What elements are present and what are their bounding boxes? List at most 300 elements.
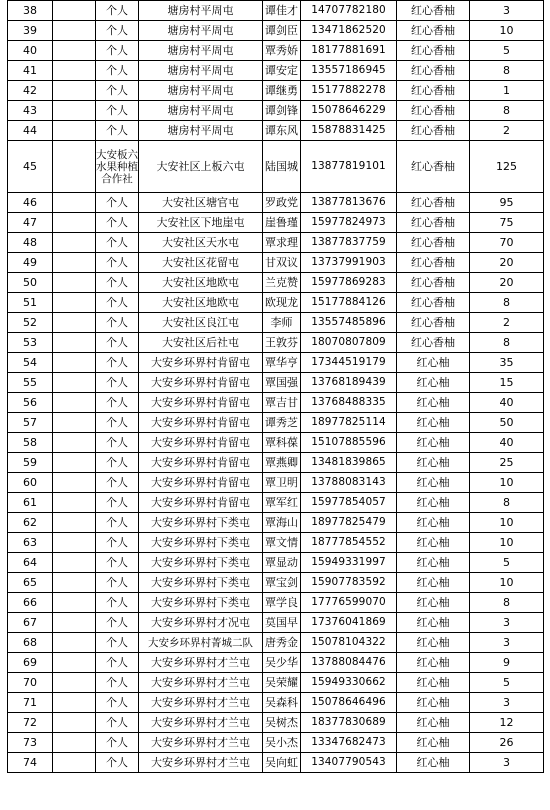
variety-cell: 红心柚 bbox=[397, 733, 470, 753]
phone-cell: 18070807809 bbox=[301, 333, 397, 353]
grower-name-cell: 吴小杰 bbox=[263, 733, 301, 753]
applicant-type-cell: 个人 bbox=[96, 573, 139, 593]
quantity-cell: 8 bbox=[470, 61, 544, 81]
phone-cell: 13877813676 bbox=[301, 193, 397, 213]
variety-cell: 红心柚 bbox=[397, 653, 470, 673]
grower-name-cell: 覃吉甘 bbox=[263, 393, 301, 413]
blank-cell bbox=[53, 413, 96, 433]
quantity-cell: 8 bbox=[470, 333, 544, 353]
phone-cell: 13768488335 bbox=[301, 393, 397, 413]
variety-cell: 红心柚 bbox=[397, 673, 470, 693]
row-number-cell: 56 bbox=[8, 393, 53, 413]
address-cell: 大安乡环界村肯留屯 bbox=[139, 453, 263, 473]
blank-cell bbox=[53, 673, 96, 693]
blank-cell bbox=[53, 81, 96, 101]
variety-cell: 红心香柚 bbox=[397, 21, 470, 41]
quantity-cell: 95 bbox=[470, 193, 544, 213]
quantity-cell: 40 bbox=[470, 393, 544, 413]
grower-name-cell: 李师 bbox=[263, 313, 301, 333]
blank-cell bbox=[53, 193, 96, 213]
variety-cell: 红心香柚 bbox=[397, 313, 470, 333]
phone-cell: 17344519179 bbox=[301, 353, 397, 373]
grower-name-cell: 莫国早 bbox=[263, 613, 301, 633]
blank-cell bbox=[53, 613, 96, 633]
table-row bbox=[8, 653, 544, 673]
address-cell: 大安乡环界村菁城二队 bbox=[139, 633, 263, 653]
quantity-cell: 5 bbox=[470, 673, 544, 693]
table-row bbox=[8, 413, 544, 433]
blank-cell bbox=[53, 1, 96, 21]
blank-cell bbox=[53, 141, 96, 193]
row-number-cell: 62 bbox=[8, 513, 53, 533]
blank-cell bbox=[53, 733, 96, 753]
row-number-cell: 49 bbox=[8, 253, 53, 273]
applicant-type-cell: 个人 bbox=[96, 333, 139, 353]
grower-name-cell: 甘双议 bbox=[263, 253, 301, 273]
variety-cell: 红心柚 bbox=[397, 413, 470, 433]
phone-cell: 13768189439 bbox=[301, 373, 397, 393]
table-row bbox=[8, 81, 544, 101]
table-row bbox=[8, 61, 544, 81]
variety-cell: 红心柚 bbox=[397, 493, 470, 513]
blank-cell bbox=[53, 573, 96, 593]
table-row bbox=[8, 733, 544, 753]
table-row bbox=[8, 493, 544, 513]
phone-cell: 13557186945 bbox=[301, 61, 397, 81]
applicant-type-cell: 个人 bbox=[96, 273, 139, 293]
applicant-type-cell: 个人 bbox=[96, 41, 139, 61]
applicant-type-cell: 个人 bbox=[96, 473, 139, 493]
blank-cell bbox=[53, 713, 96, 733]
grower-name-cell: 吴森科 bbox=[263, 693, 301, 713]
table-row bbox=[8, 473, 544, 493]
variety-cell: 红心柚 bbox=[397, 713, 470, 733]
address-cell: 大安乡环界村肯留屯 bbox=[139, 393, 263, 413]
phone-cell: 15977824973 bbox=[301, 213, 397, 233]
applicant-type-cell: 个人 bbox=[96, 653, 139, 673]
variety-cell: 红心香柚 bbox=[397, 253, 470, 273]
blank-cell bbox=[53, 493, 96, 513]
address-cell: 大安乡环界村肯留屯 bbox=[139, 353, 263, 373]
blank-cell bbox=[53, 653, 96, 673]
table-row bbox=[8, 141, 544, 193]
table-row bbox=[8, 21, 544, 41]
phone-cell: 13557485896 bbox=[301, 313, 397, 333]
blank-cell bbox=[53, 61, 96, 81]
row-number-cell: 70 bbox=[8, 673, 53, 693]
phone-cell: 15977869283 bbox=[301, 273, 397, 293]
address-cell: 大安乡环界村肯留屯 bbox=[139, 413, 263, 433]
row-number-cell: 65 bbox=[8, 573, 53, 593]
applicant-type-cell: 个人 bbox=[96, 81, 139, 101]
applicant-type-cell: 个人 bbox=[96, 213, 139, 233]
grower-name-cell: 覃秀娇 bbox=[263, 41, 301, 61]
table-row bbox=[8, 713, 544, 733]
blank-cell bbox=[53, 453, 96, 473]
phone-cell: 18377830689 bbox=[301, 713, 397, 733]
table-row bbox=[8, 333, 544, 353]
address-cell: 塘房村平周屯 bbox=[139, 1, 263, 21]
variety-cell: 红心柚 bbox=[397, 573, 470, 593]
blank-cell bbox=[53, 633, 96, 653]
row-number-cell: 50 bbox=[8, 273, 53, 293]
row-number-cell: 59 bbox=[8, 453, 53, 473]
applicant-type-cell: 个人 bbox=[96, 1, 139, 21]
row-number-cell: 67 bbox=[8, 613, 53, 633]
grower-name-cell: 崖鲁瑾 bbox=[263, 213, 301, 233]
address-cell: 大安乡环界村肯留屯 bbox=[139, 493, 263, 513]
variety-cell: 红心香柚 bbox=[397, 41, 470, 61]
phone-cell: 15177882278 bbox=[301, 81, 397, 101]
phone-cell: 18977825479 bbox=[301, 513, 397, 533]
variety-cell: 红心柚 bbox=[397, 473, 470, 493]
blank-cell bbox=[53, 593, 96, 613]
address-cell: 大安乡环界村下类屯 bbox=[139, 593, 263, 613]
applicant-type-cell: 个人 bbox=[96, 61, 139, 81]
table-row bbox=[8, 593, 544, 613]
table-row bbox=[8, 313, 544, 333]
quantity-cell: 9 bbox=[470, 653, 544, 673]
phone-cell: 15949331997 bbox=[301, 553, 397, 573]
blank-cell bbox=[53, 553, 96, 573]
table-body bbox=[8, 1, 544, 773]
applicant-type-cell: 个人 bbox=[96, 533, 139, 553]
quantity-cell: 8 bbox=[470, 493, 544, 513]
applicant-type-cell: 个人 bbox=[96, 393, 139, 413]
phone-cell: 17376041869 bbox=[301, 613, 397, 633]
grower-name-cell: 谭剑锋 bbox=[263, 101, 301, 121]
variety-cell: 红心香柚 bbox=[397, 1, 470, 21]
grower-name-cell: 覃华亨 bbox=[263, 353, 301, 373]
applicant-type-cell: 个人 bbox=[96, 413, 139, 433]
table-row bbox=[8, 393, 544, 413]
variety-cell: 红心香柚 bbox=[397, 141, 470, 193]
applicant-type-cell: 个人 bbox=[96, 293, 139, 313]
grower-name-cell: 覃学良 bbox=[263, 593, 301, 613]
variety-cell: 红心香柚 bbox=[397, 61, 470, 81]
applicant-type-cell: 个人 bbox=[96, 693, 139, 713]
table-row bbox=[8, 1, 544, 21]
variety-cell: 红心柚 bbox=[397, 453, 470, 473]
grower-name-cell: 谭安定 bbox=[263, 61, 301, 81]
phone-cell: 14707782180 bbox=[301, 1, 397, 21]
applicant-type-cell: 个人 bbox=[96, 373, 139, 393]
quantity-cell: 10 bbox=[470, 21, 544, 41]
table-row bbox=[8, 373, 544, 393]
table-row bbox=[8, 193, 544, 213]
quantity-cell: 3 bbox=[470, 613, 544, 633]
grower-name-cell: 覃燕卿 bbox=[263, 453, 301, 473]
table-row bbox=[8, 121, 544, 141]
quantity-cell: 10 bbox=[470, 573, 544, 593]
grower-name-cell: 兰克赞 bbox=[263, 273, 301, 293]
address-cell: 大安乡环界村才兰屯 bbox=[139, 673, 263, 693]
table-row bbox=[8, 273, 544, 293]
table-row bbox=[8, 101, 544, 121]
address-cell: 大安乡环界村才兰屯 bbox=[139, 653, 263, 673]
phone-cell: 18777854552 bbox=[301, 533, 397, 553]
quantity-cell: 40 bbox=[470, 433, 544, 453]
row-number-cell: 71 bbox=[8, 693, 53, 713]
address-cell: 大安社区下地崖屯 bbox=[139, 213, 263, 233]
applicant-type-cell: 个人 bbox=[96, 121, 139, 141]
variety-cell: 红心香柚 bbox=[397, 333, 470, 353]
blank-cell bbox=[53, 21, 96, 41]
address-cell: 大安乡环界村肯留屯 bbox=[139, 433, 263, 453]
row-number-cell: 68 bbox=[8, 633, 53, 653]
grower-name-cell: 唐秀金 bbox=[263, 633, 301, 653]
blank-cell bbox=[53, 233, 96, 253]
variety-cell: 红心柚 bbox=[397, 693, 470, 713]
row-number-cell: 40 bbox=[8, 41, 53, 61]
grower-name-cell: 罗政党 bbox=[263, 193, 301, 213]
phone-cell: 15107885596 bbox=[301, 433, 397, 453]
blank-cell bbox=[53, 333, 96, 353]
address-cell: 大安社区天水屯 bbox=[139, 233, 263, 253]
variety-cell: 红心柚 bbox=[397, 433, 470, 453]
grower-name-cell: 覃军红 bbox=[263, 493, 301, 513]
address-cell: 塘房村平周屯 bbox=[139, 61, 263, 81]
grower-name-cell: 覃卫明 bbox=[263, 473, 301, 493]
table-row bbox=[8, 573, 544, 593]
phone-cell: 13347682473 bbox=[301, 733, 397, 753]
address-cell: 大安乡环界村下类屯 bbox=[139, 573, 263, 593]
grower-name-cell: 覃科葆 bbox=[263, 433, 301, 453]
phone-cell: 15878831425 bbox=[301, 121, 397, 141]
grower-name-cell: 覃文情 bbox=[263, 533, 301, 553]
address-cell: 大安社区良江屯 bbox=[139, 313, 263, 333]
phone-cell: 17776599070 bbox=[301, 593, 397, 613]
table-row bbox=[8, 213, 544, 233]
phone-cell: 13407790543 bbox=[301, 753, 397, 773]
quantity-cell: 125 bbox=[470, 141, 544, 193]
applicant-type-cell: 个人 bbox=[96, 593, 139, 613]
grower-name-cell: 欧现龙 bbox=[263, 293, 301, 313]
table-row bbox=[8, 553, 544, 573]
blank-cell bbox=[53, 253, 96, 273]
address-cell: 塘房村平周屯 bbox=[139, 21, 263, 41]
quantity-cell: 8 bbox=[470, 101, 544, 121]
grower-table bbox=[7, 0, 544, 773]
blank-cell bbox=[53, 373, 96, 393]
blank-cell bbox=[53, 101, 96, 121]
applicant-type-cell: 个人 bbox=[96, 433, 139, 453]
quantity-cell: 15 bbox=[470, 373, 544, 393]
row-number-cell: 64 bbox=[8, 553, 53, 573]
quantity-cell: 50 bbox=[470, 413, 544, 433]
phone-cell: 15078646496 bbox=[301, 693, 397, 713]
phone-cell: 15949330662 bbox=[301, 673, 397, 693]
row-number-cell: 51 bbox=[8, 293, 53, 313]
variety-cell: 红心香柚 bbox=[397, 213, 470, 233]
table-row bbox=[8, 433, 544, 453]
grower-name-cell: 吴向虹 bbox=[263, 753, 301, 773]
address-cell: 塘房村平周屯 bbox=[139, 101, 263, 121]
phone-cell: 13737991903 bbox=[301, 253, 397, 273]
quantity-cell: 20 bbox=[470, 273, 544, 293]
address-cell: 大安乡环界村肯留屯 bbox=[139, 373, 263, 393]
applicant-type-cell: 个人 bbox=[96, 453, 139, 473]
applicant-type-cell: 个人 bbox=[96, 553, 139, 573]
quantity-cell: 75 bbox=[470, 213, 544, 233]
phone-cell: 13788083143 bbox=[301, 473, 397, 493]
spreadsheet-table bbox=[7, 0, 543, 809]
quantity-cell: 3 bbox=[470, 1, 544, 21]
address-cell: 大安社区上板六屯 bbox=[139, 141, 263, 193]
table-row bbox=[8, 293, 544, 313]
row-number-cell: 46 bbox=[8, 193, 53, 213]
grower-name-cell: 谭佳才 bbox=[263, 1, 301, 21]
applicant-type-cell: 个人 bbox=[96, 253, 139, 273]
variety-cell: 红心柚 bbox=[397, 353, 470, 373]
variety-cell: 红心香柚 bbox=[397, 193, 470, 213]
address-cell: 大安乡环界村才兰屯 bbox=[139, 733, 263, 753]
quantity-cell: 12 bbox=[470, 713, 544, 733]
applicant-type-cell: 个人 bbox=[96, 353, 139, 373]
quantity-cell: 5 bbox=[470, 553, 544, 573]
address-cell: 塘房村平周屯 bbox=[139, 121, 263, 141]
table-row bbox=[8, 633, 544, 653]
grower-name-cell: 吴少华 bbox=[263, 653, 301, 673]
address-cell: 塘房村平周屯 bbox=[139, 81, 263, 101]
blank-cell bbox=[53, 213, 96, 233]
applicant-type-cell: 个人 bbox=[96, 193, 139, 213]
row-number-cell: 39 bbox=[8, 21, 53, 41]
quantity-cell: 3 bbox=[470, 693, 544, 713]
quantity-cell: 10 bbox=[470, 533, 544, 553]
table-row bbox=[8, 513, 544, 533]
applicant-type-cell: 个人 bbox=[96, 733, 139, 753]
grower-name-cell: 覃求理 bbox=[263, 233, 301, 253]
phone-cell: 13471862520 bbox=[301, 21, 397, 41]
applicant-type-cell: 个人 bbox=[96, 673, 139, 693]
blank-cell bbox=[53, 513, 96, 533]
row-number-cell: 66 bbox=[8, 593, 53, 613]
variety-cell: 红心香柚 bbox=[397, 121, 470, 141]
row-number-cell: 58 bbox=[8, 433, 53, 453]
row-number-cell: 47 bbox=[8, 213, 53, 233]
applicant-type-cell: 个人 bbox=[96, 233, 139, 253]
row-number-cell: 48 bbox=[8, 233, 53, 253]
address-cell: 大安乡环界村才况屯 bbox=[139, 613, 263, 633]
address-cell: 大安社区地欧屯 bbox=[139, 273, 263, 293]
applicant-type-cell: 大安板六水果种植合作社 bbox=[96, 141, 139, 193]
table-row bbox=[8, 673, 544, 693]
blank-cell bbox=[53, 393, 96, 413]
grower-name-cell: 覃宝剑 bbox=[263, 573, 301, 593]
quantity-cell: 3 bbox=[470, 753, 544, 773]
table-row bbox=[8, 693, 544, 713]
variety-cell: 红心柚 bbox=[397, 533, 470, 553]
applicant-type-cell: 个人 bbox=[96, 633, 139, 653]
quantity-cell: 1 bbox=[470, 81, 544, 101]
grower-name-cell: 王敦芬 bbox=[263, 333, 301, 353]
grower-name-cell: 陆国城 bbox=[263, 141, 301, 193]
quantity-cell: 8 bbox=[470, 293, 544, 313]
address-cell: 大安乡环界村才兰屯 bbox=[139, 713, 263, 733]
quantity-cell: 35 bbox=[470, 353, 544, 373]
grower-name-cell: 覃海山 bbox=[263, 513, 301, 533]
grower-name-cell: 谭秀芝 bbox=[263, 413, 301, 433]
phone-cell: 18177881691 bbox=[301, 41, 397, 61]
blank-cell bbox=[53, 693, 96, 713]
address-cell: 大安社区后社屯 bbox=[139, 333, 263, 353]
row-number-cell: 61 bbox=[8, 493, 53, 513]
quantity-cell: 10 bbox=[470, 513, 544, 533]
variety-cell: 红心柚 bbox=[397, 753, 470, 773]
variety-cell: 红心柚 bbox=[397, 633, 470, 653]
blank-cell bbox=[53, 473, 96, 493]
blank-cell bbox=[53, 121, 96, 141]
phone-cell: 15177884126 bbox=[301, 293, 397, 313]
applicant-type-cell: 个人 bbox=[96, 21, 139, 41]
row-number-cell: 57 bbox=[8, 413, 53, 433]
row-number-cell: 41 bbox=[8, 61, 53, 81]
applicant-type-cell: 个人 bbox=[96, 713, 139, 733]
row-number-cell: 45 bbox=[8, 141, 53, 193]
table-row bbox=[8, 353, 544, 373]
row-number-cell: 38 bbox=[8, 1, 53, 21]
quantity-cell: 20 bbox=[470, 253, 544, 273]
row-number-cell: 73 bbox=[8, 733, 53, 753]
row-number-cell: 44 bbox=[8, 121, 53, 141]
quantity-cell: 26 bbox=[470, 733, 544, 753]
variety-cell: 红心柚 bbox=[397, 513, 470, 533]
row-number-cell: 52 bbox=[8, 313, 53, 333]
phone-cell: 15977854057 bbox=[301, 493, 397, 513]
applicant-type-cell: 个人 bbox=[96, 493, 139, 513]
row-number-cell: 42 bbox=[8, 81, 53, 101]
blank-cell bbox=[53, 533, 96, 553]
applicant-type-cell: 个人 bbox=[96, 101, 139, 121]
grower-name-cell: 谭剑臣 bbox=[263, 21, 301, 41]
variety-cell: 红心香柚 bbox=[397, 101, 470, 121]
blank-cell bbox=[53, 753, 96, 773]
blank-cell bbox=[53, 293, 96, 313]
quantity-cell: 2 bbox=[470, 313, 544, 333]
applicant-type-cell: 个人 bbox=[96, 313, 139, 333]
phone-cell: 13877837759 bbox=[301, 233, 397, 253]
quantity-cell: 10 bbox=[470, 473, 544, 493]
phone-cell: 13481839865 bbox=[301, 453, 397, 473]
variety-cell: 红心柚 bbox=[397, 613, 470, 633]
address-cell: 大安乡环界村下类屯 bbox=[139, 553, 263, 573]
row-number-cell: 74 bbox=[8, 753, 53, 773]
row-number-cell: 69 bbox=[8, 653, 53, 673]
phone-cell: 15078646229 bbox=[301, 101, 397, 121]
blank-cell bbox=[53, 353, 96, 373]
quantity-cell: 5 bbox=[470, 41, 544, 61]
phone-cell: 15907783592 bbox=[301, 573, 397, 593]
applicant-type-cell: 个人 bbox=[96, 613, 139, 633]
phone-cell: 13788084476 bbox=[301, 653, 397, 673]
table-row bbox=[8, 41, 544, 61]
variety-cell: 红心香柚 bbox=[397, 81, 470, 101]
address-cell: 大安乡环界村才兰屯 bbox=[139, 753, 263, 773]
row-number-cell: 63 bbox=[8, 533, 53, 553]
table-row bbox=[8, 453, 544, 473]
applicant-type-cell: 个人 bbox=[96, 513, 139, 533]
address-cell: 大安乡环界村肯留屯 bbox=[139, 473, 263, 493]
address-cell: 大安乡环界村下类屯 bbox=[139, 533, 263, 553]
quantity-cell: 70 bbox=[470, 233, 544, 253]
address-cell: 大安社区地欧屯 bbox=[139, 293, 263, 313]
variety-cell: 红心香柚 bbox=[397, 233, 470, 253]
blank-cell bbox=[53, 313, 96, 333]
grower-name-cell: 吴荣耀 bbox=[263, 673, 301, 693]
variety-cell: 红心柚 bbox=[397, 393, 470, 413]
variety-cell: 红心香柚 bbox=[397, 273, 470, 293]
